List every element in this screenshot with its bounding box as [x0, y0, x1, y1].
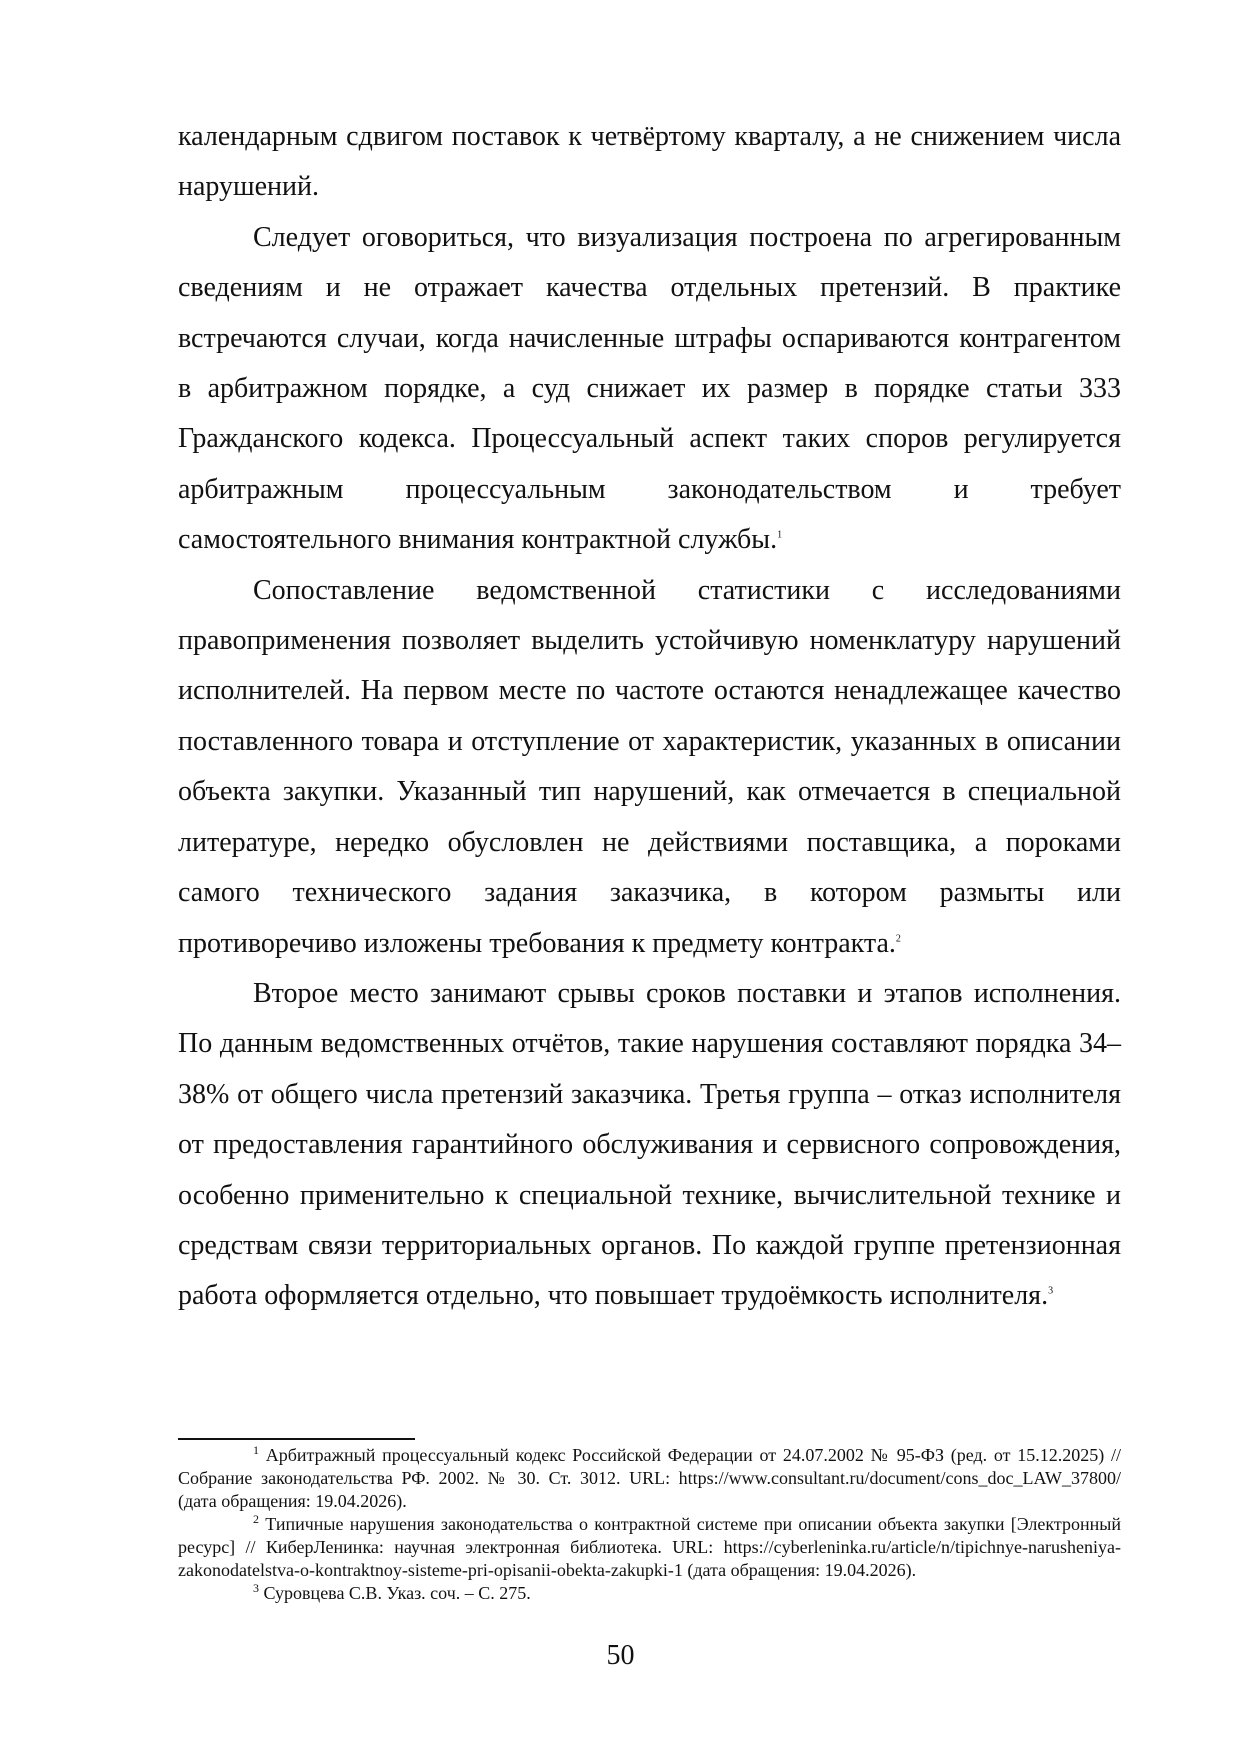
footnote-ref[interactable]: 3	[1048, 1286, 1054, 1298]
footnote	[178, 1444, 1121, 1513]
footnote	[178, 1582, 1121, 1605]
paragraph: Сопоставление ведомственной статистики с исследованиями правоприменения позволяет выделить устойчивую номенклатуру нарушений исполнителей. На первом месте по частоте остаются ненадлежащее качество поставленного товара и отступление от характеристик, указанных в описании объекта закупки. Указанный тип нарушений, как отмечается в специальной литературе, нередко обусловлен не действиями поставщика, а пороками самого технического задания заказчика, в котором размыты или противоречиво изложены требования к предмету контракта.$^2$	[178, 574, 1121, 959]
footnote-number: 3	[253, 1581, 259, 1595]
footnote-text: Суровцева С.В. Указ. соч. – С. 275.	[263, 1583, 531, 1603]
footnote-number: 2	[253, 1512, 259, 1526]
page-number: 50	[606, 1640, 635, 1671]
paragraph: Второе место занимают срывы сроков поставки и этапов исполнения. По данным ведомственных отчётов, такие нарушения составляют порядка 34–38% от общего числа претензий заказчика. Третья группа – отказ исполнителя от предоставления гарантийного обслуживания и сервисного сопровождения, особенно применительно к специальной технике, вычислительной технике и средствам связи территориальных органов. По каждой группе претензионная работа оформляется отдельно, что повышает трудоёмкость исполнителя.$^3$	[178, 977, 1121, 1312]
footnotes	[178, 1444, 1121, 1605]
paragraph: Следует оговориться, что визуализация построена по агрегированным сведениям и не отражает качества отдельных претензий. В практике встречаются случаи, когда начисленные штрафы оспариваются контрагентом в арбитражном порядке, а суд снижает их размер в порядке статьи 333 Гражданского кодекса. Процессуальный аспект таких споров регулируется арбитражным процессуальным законодательством и требует самостоятельного внимания контрактной службы.$^1$	[178, 221, 1121, 556]
paragraph-continuation: календарным сдвигом поставок к четвёртому кварталу, а не снижением числа нарушений.	[178, 121, 1121, 203]
footnote-separator	[178, 1438, 415, 1440]
footnote-text: Типичные нарушения законодательства о контрактной системе при описании объекта закупки [Электронный ресурс] // КиберЛенинка: научная электронная библиотека. URL: https://cyberleninka.ru/article/n/tipichnye-narusheniya-zakonodatelstva-o-kontraktnoy-sisteme-pri-opisanii-obekta-zakupki-1 (дата обращения: 19.04.2026).	[178, 1514, 1121, 1580]
footnote-text: Арбитражный процессуальный кодекс Российской Федерации от 24.07.2002 № 95-ФЗ (ред. от 15.12.2025) // Собрание законодательства РФ. 2002. № 30. Ст. 3012. URL: https://www.consultant.ru/document/cons_doc_LAW_37800/ (дата обращения: 19.04.2026).	[178, 1445, 1122, 1511]
footnote-ref[interactable]: 2	[895, 933, 901, 945]
footnote-ref[interactable]: 1	[777, 529, 783, 541]
footnote-number: 1	[253, 1443, 259, 1457]
body-text	[178, 112, 1121, 1322]
footnote	[178, 1513, 1121, 1582]
